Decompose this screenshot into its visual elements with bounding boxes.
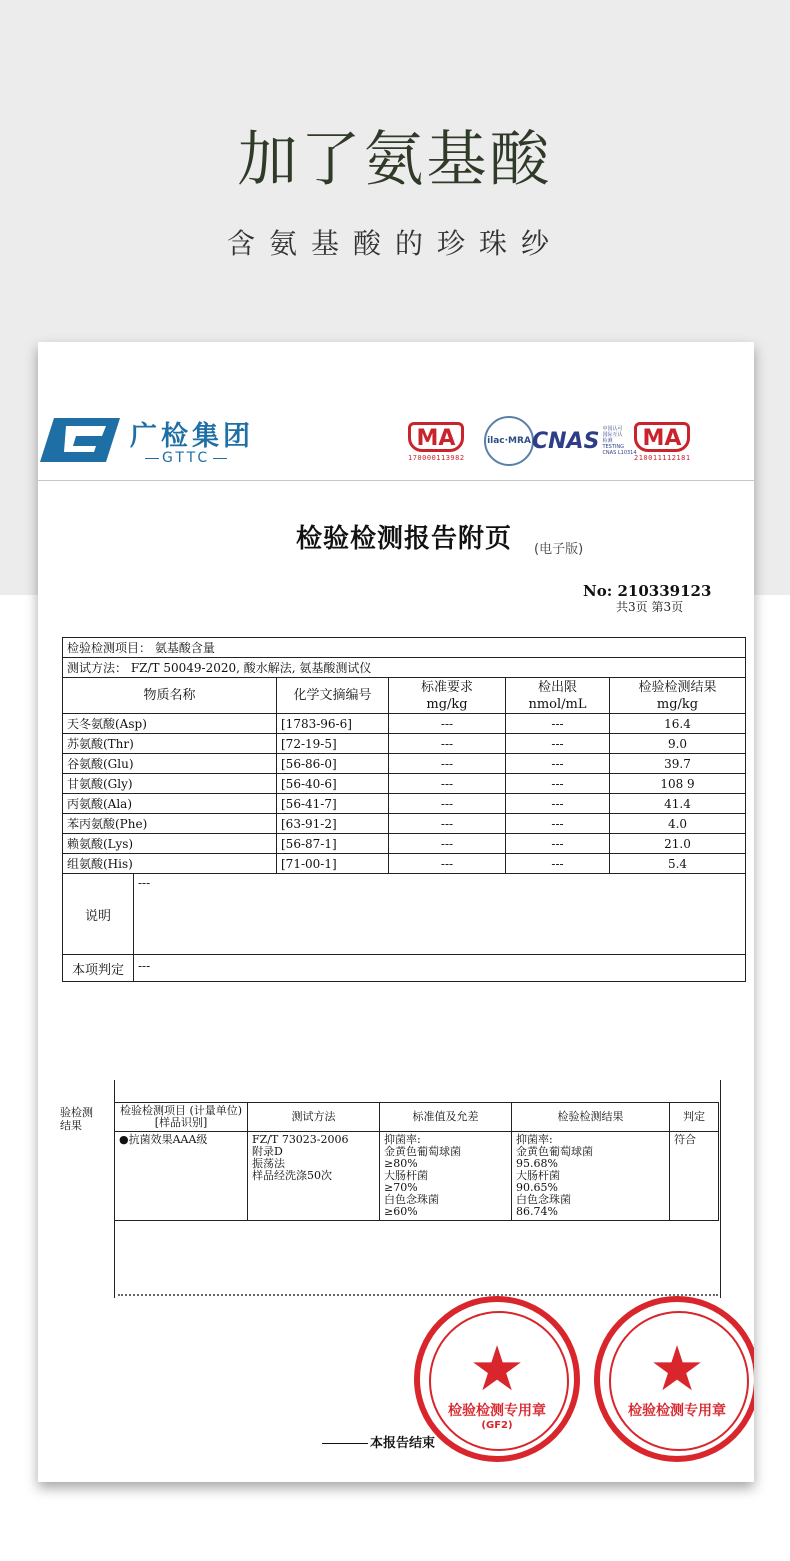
test-result: 108 9 (610, 774, 746, 794)
report-end-mark: 本报告结束 (322, 1432, 435, 1451)
note-row (63, 874, 746, 955)
cnas-icon: CNAS (532, 428, 600, 454)
col-header (389, 678, 506, 714)
brand-name: 广检集团 (130, 421, 254, 452)
verdict-label: 本项判定 (63, 955, 134, 981)
cma-badge-2 (634, 422, 691, 462)
cma-icon: MA (634, 422, 690, 452)
cas-number: [72-19-5] (277, 734, 389, 754)
cnas-meta (602, 426, 636, 456)
item-cell: ●抗菌效果AAA级 (115, 1132, 248, 1221)
verdict-cell: 符合 (670, 1132, 719, 1221)
standard-requirement: --- (389, 834, 506, 854)
cnas-meta-line: 中国认可 (602, 426, 623, 432)
cas-number: [1783-96-6] (277, 714, 389, 734)
col-header: 检验检测结果 (512, 1103, 670, 1132)
cma-icon: MA (408, 422, 464, 452)
col-header-label: 标准要求 (420, 679, 473, 695)
fragment-border (720, 1080, 721, 1298)
table-header (63, 678, 746, 714)
report-subtitle: (电子版) (534, 542, 584, 557)
official-seal-right (594, 1296, 754, 1462)
verdict-row (63, 955, 746, 982)
cnas-badge (532, 426, 637, 456)
col-header: 检验检测项目 (计量单位) [样品识别] (115, 1103, 248, 1132)
report-title: 检验检测报告附页 (296, 524, 513, 554)
cma-number: 170000113982 (408, 454, 465, 462)
substance-name: 赖氨酸(Lys) (63, 834, 277, 854)
gttc-logo-icon (40, 418, 120, 462)
fragment-dotted-line (118, 1294, 718, 1300)
table-row (63, 794, 746, 814)
cas-number: [56-40-6] (277, 774, 389, 794)
test-result: 9.0 (610, 734, 746, 754)
note-label: 说明 (63, 874, 134, 954)
standard-cell: 抑菌率: 金黄色葡萄球菌 ≥80% 大肠杆菌 ≥70% 白色念珠菌 ≥60% (380, 1132, 512, 1221)
col-header-unit: mg/kg (656, 696, 699, 712)
cas-number: [63-91-2] (277, 814, 389, 834)
ilac-mra-icon: ilac·MRA (484, 416, 534, 466)
seal-code: (GF2) (481, 1420, 513, 1431)
test-result: 41.4 (610, 794, 746, 814)
table-row (63, 774, 746, 794)
note-value: --- (138, 876, 151, 890)
star-icon: ★ (469, 1332, 525, 1405)
seal-text: 检验检测专用章 (448, 1403, 546, 1419)
col-header: 判定 (670, 1103, 719, 1132)
standard-requirement: --- (389, 714, 506, 734)
detection-limit: --- (506, 834, 610, 854)
detection-limit: --- (506, 794, 610, 814)
official-seal-left (414, 1296, 580, 1462)
cnas-meta-line: TESTING (602, 444, 624, 450)
test-result: 16.4 (610, 714, 746, 734)
standard-requirement: --- (389, 774, 506, 794)
cnas-meta-line: CNAS L10314 (602, 450, 637, 456)
star-icon: ★ (649, 1332, 705, 1405)
report-pages: 共3页 第3页 (616, 600, 684, 614)
col-header-unit: nmol/mL (528, 696, 587, 712)
col-header: 物质名称 (63, 678, 277, 714)
hero-title: 加了氨基酸 (237, 125, 553, 195)
standard-requirement: --- (389, 854, 506, 874)
col-header: 测试方法 (248, 1103, 380, 1132)
header-divider (38, 480, 754, 481)
report-document (38, 342, 754, 1482)
result-cell: 抑菌率: 金黄色葡萄球菌 95.68% 大肠杆菌 90.65% 白色念珠菌 86.74% (512, 1132, 670, 1221)
detection-limit: --- (506, 774, 610, 794)
substance-name: 天冬氨酸(Asp) (63, 714, 277, 734)
substance-name: 丙氨酸(Ala) (63, 794, 277, 814)
detection-limit: --- (506, 854, 610, 874)
test-result: 5.4 (610, 854, 746, 874)
cas-number: [56-86-0] (277, 754, 389, 774)
ilac-badge (484, 416, 534, 466)
antibacterial-table (114, 1102, 719, 1221)
table-row (115, 1132, 719, 1221)
substance-name: 苯丙氨酸(Phe) (63, 814, 277, 834)
table-row (63, 854, 746, 874)
table-row (63, 714, 746, 734)
substance-name: 苏氨酸(Thr) (63, 734, 277, 754)
detection-limit: --- (506, 814, 610, 834)
fragment-left-label: 验检测 结果 (60, 1106, 93, 1132)
col-header: 标准值及允差 (380, 1103, 512, 1132)
col-header-label: 检验检测结果 (638, 679, 717, 695)
col-header (506, 678, 610, 714)
table-row (63, 734, 746, 754)
standard-requirement: --- (389, 814, 506, 834)
col-header-unit: mg/kg (426, 696, 468, 712)
table-row (63, 754, 746, 774)
detection-limit: --- (506, 734, 610, 754)
method-cell: FZ/T 73023-2006 附录D 振荡法 样品经洗涤50次 (248, 1132, 380, 1221)
table-header (115, 1103, 719, 1132)
col-header (610, 678, 746, 714)
standard-requirement: --- (389, 734, 506, 754)
antibacterial-fragment (38, 1080, 754, 1300)
cas-number: [56-87-1] (277, 834, 389, 854)
standard-requirement: --- (389, 794, 506, 814)
hero-subtitle: 含氨基酸的珍珠纱 (226, 227, 563, 260)
cas-number: [71-00-1] (277, 854, 389, 874)
cnas-meta-line: 检测 (602, 438, 613, 444)
detection-limit: --- (506, 754, 610, 774)
table-row (63, 814, 746, 834)
test-result: 4.0 (610, 814, 746, 834)
col-header: 化学文摘编号 (277, 678, 389, 714)
test-method: 测试方法： FZ/T 50049-2020, 酸水解法, 氨基酸测试仪 (63, 658, 746, 678)
cma-number: 210011112181 (634, 454, 691, 462)
test-item: 检验检测项目： 氨基酸含量 (63, 638, 746, 658)
cas-number: [56-41-7] (277, 794, 389, 814)
test-result: 39.7 (610, 754, 746, 774)
substance-name: 组氨酸(His) (63, 854, 277, 874)
verdict-value: --- (138, 959, 151, 973)
table-row (63, 834, 746, 854)
amino-acid-table (62, 637, 746, 982)
standard-requirement: --- (389, 754, 506, 774)
substance-name: 谷氨酸(Glu) (63, 754, 277, 774)
cma-badge-1 (408, 422, 465, 462)
brand-english: GTTC (142, 450, 230, 466)
report-number: No: 210339123 (583, 582, 712, 600)
substance-name: 甘氨酸(Gly) (63, 774, 277, 794)
detection-limit: --- (506, 714, 610, 734)
test-result: 21.0 (610, 834, 746, 854)
cnas-meta-line: 国际互认 (602, 432, 623, 438)
col-header-label: 检出限 (537, 679, 577, 695)
seal-text: 检验检测专用章 (628, 1403, 726, 1419)
